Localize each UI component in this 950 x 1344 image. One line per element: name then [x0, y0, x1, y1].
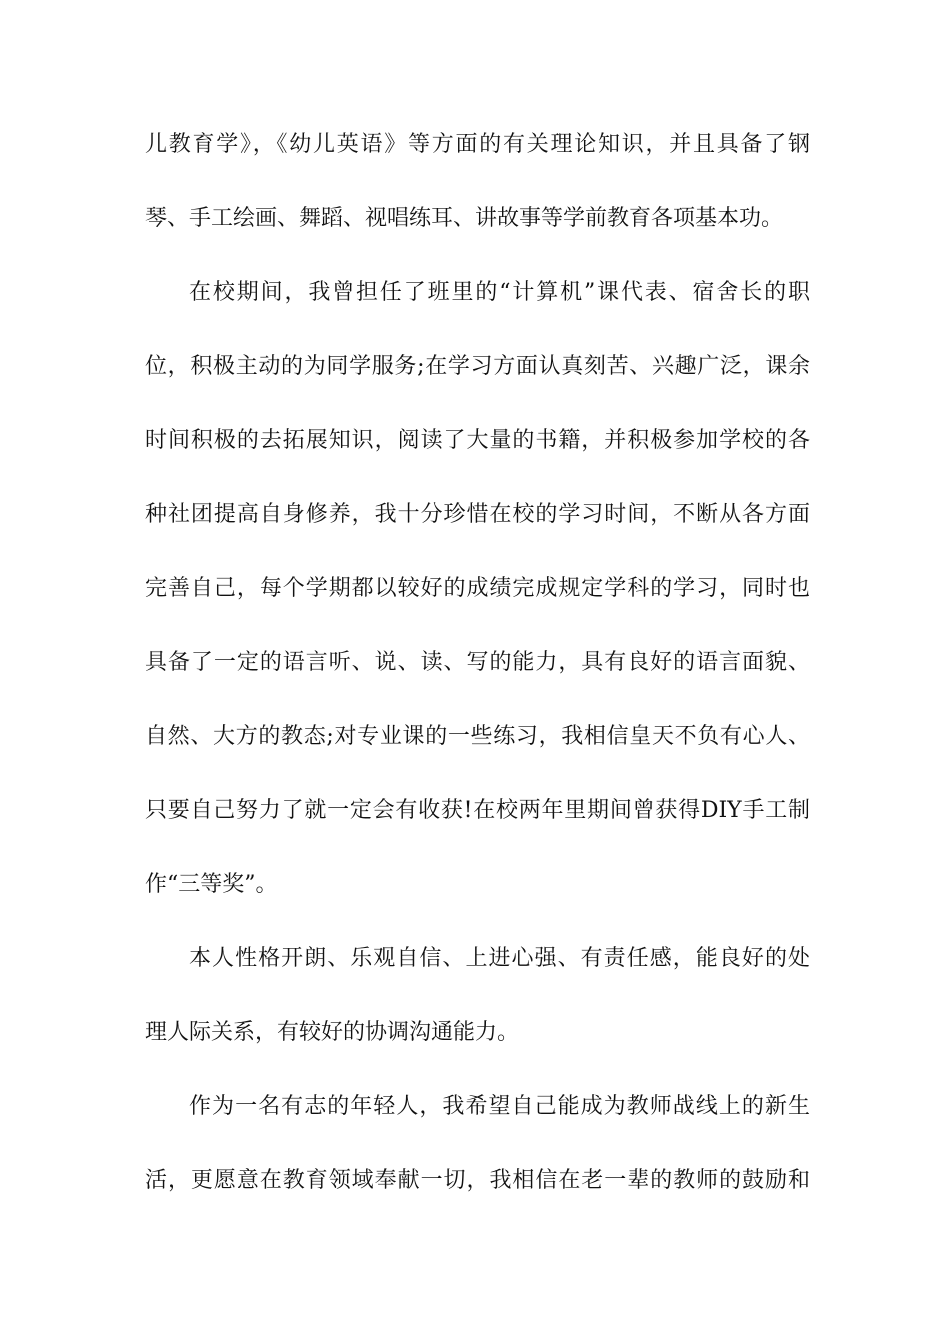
paragraph-1	[145, 130, 810, 278]
text-line: 自然、大方的教态;对专业课的一些练习，我相信皇天不负有心人、	[145, 724, 810, 749]
text-line: 时间积极的去拓展知识，阅读了大量的书籍，并积极参加学校的各	[145, 428, 810, 453]
text-line: 完善自己，每个学期都以较好的成绩完成规定学科的学习，同时也	[145, 576, 810, 601]
text-line: 琴、手工绘画、舞蹈、视唱练耳、讲故事等学前教育各项基本功。	[145, 206, 784, 231]
paragraph-4	[145, 1092, 810, 1240]
document-body	[145, 130, 810, 1240]
text-line: 理人际关系，有较好的协调沟通能力。	[145, 1020, 520, 1045]
text-line: 种社团提高自身修养，我十分珍惜在校的学习时间，不断从各方面	[145, 502, 810, 527]
text-line: 本人性格开朗、乐观自信、上进心强、有责任感，能良好的处	[189, 946, 810, 971]
text-line: 儿教育学》，《幼儿英语》等方面的有关理论知识，并且具备了钢	[145, 132, 810, 157]
text-line: 位，积极主动的为同学服务;在学习方面认真刻苦、兴趣广泛，课余	[145, 354, 810, 379]
text-line: 具备了一定的语言听、说、读、写的能力，具有良好的语言面貌、	[145, 650, 810, 675]
text-line: 在校期间，我曾担任了班里的“计算机”课代表、宿舍长的职	[189, 280, 810, 305]
text-line: 作“三等奖”。	[145, 872, 278, 897]
text-line: 活，更愿意在教育领域奉献一切，我相信在老一辈的教师的鼓励和	[145, 1168, 810, 1193]
paragraph-2	[145, 278, 810, 944]
text-line: 只要自己努力了就一定会有收获!在校两年里期间曾获得DIY手工制	[145, 798, 810, 823]
text-line: 作为一名有志的年轻人，我希望自己能成为教师战线上的新生	[189, 1094, 810, 1119]
paragraph-3	[145, 944, 810, 1092]
